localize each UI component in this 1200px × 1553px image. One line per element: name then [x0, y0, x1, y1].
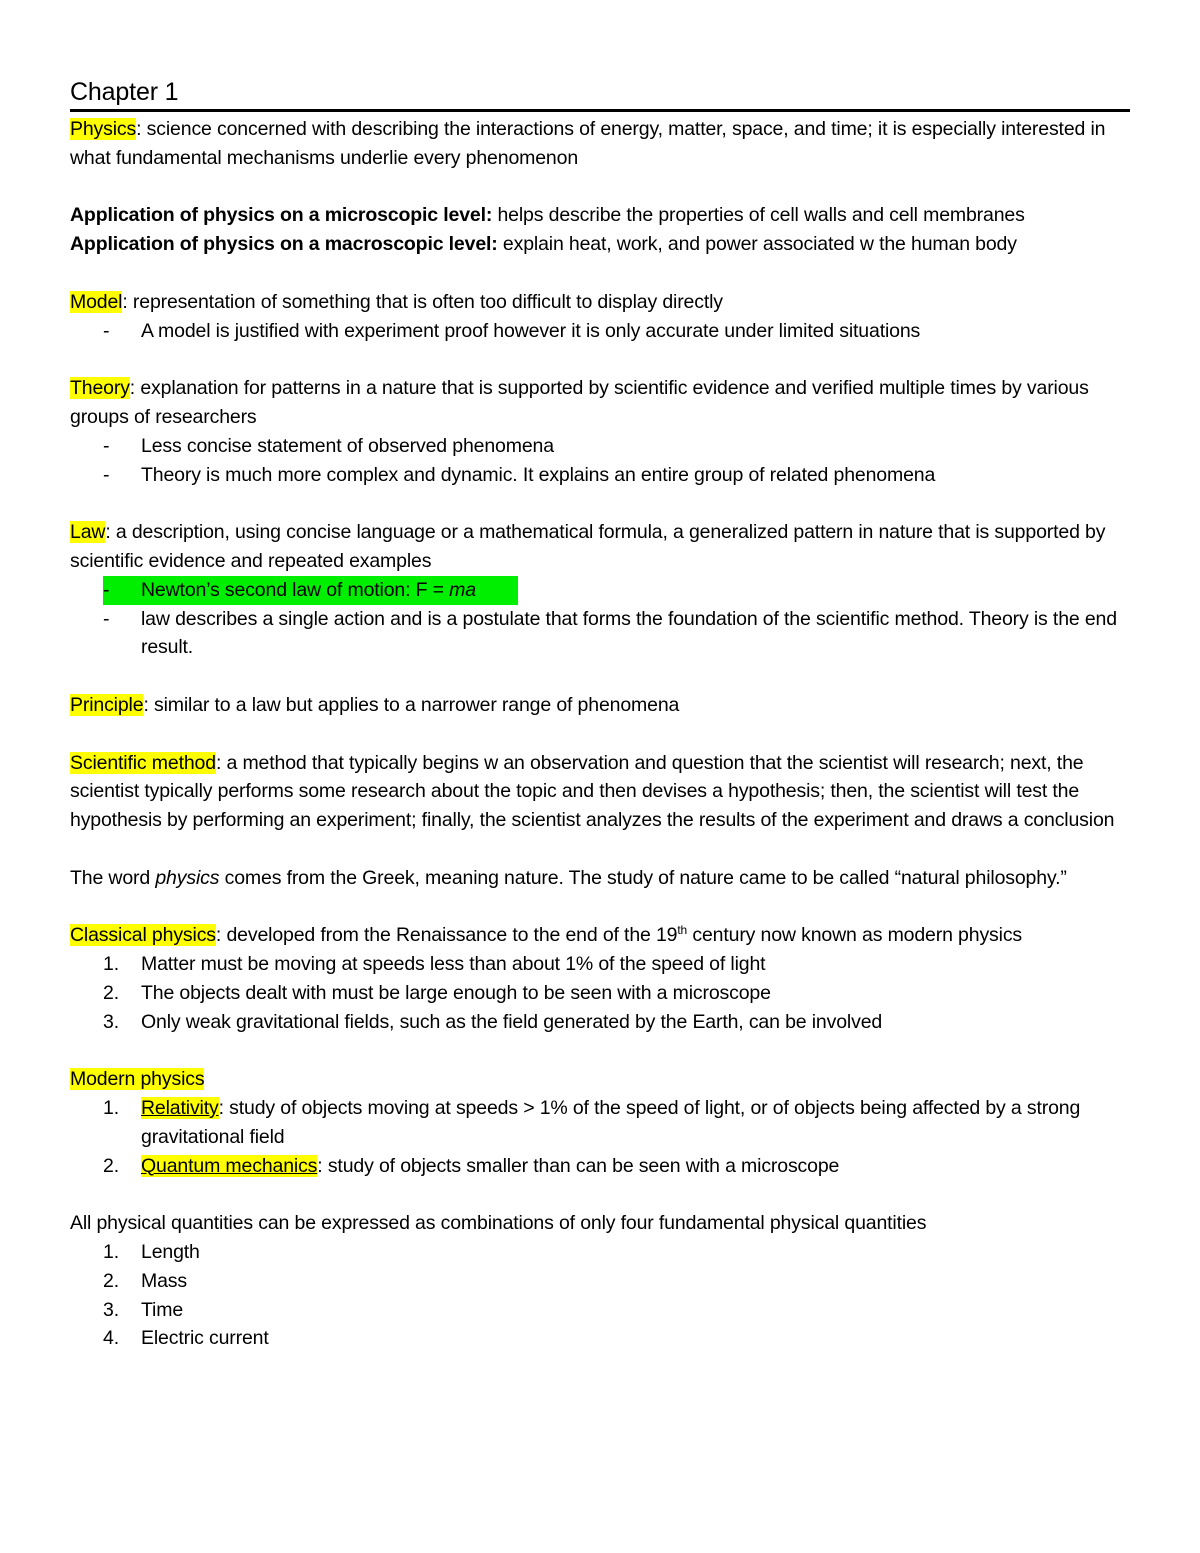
list-item [70, 979, 1130, 1008]
dash-marker: - [103, 576, 141, 605]
list-item-text: Matter must be moving at speeds less than about 1% of the speed of light [141, 953, 766, 976]
application-label: Application of physics on a macroscopic level: [70, 233, 498, 256]
dash-marker: - [103, 607, 110, 630]
list-item [70, 1267, 1130, 1296]
physics-term: Physics [70, 118, 137, 140]
quantum-mechanics-text: : study of objects smaller than can be seen with a microscope [317, 1154, 840, 1177]
model-paragraph [70, 288, 1130, 317]
number-marker: 1. [103, 953, 119, 976]
spacer [70, 893, 1130, 922]
theory-definition: : explanation for patterns in a nature that is supported by scientific evidence and verified multiple times by various groups of researchers [70, 377, 1089, 428]
principle-definition: : similar to a law but applies to a narrower range of phenomena [143, 693, 680, 716]
principle-paragraph [70, 691, 1130, 720]
application-text: explain heat, work, and power associated w the human body [497, 233, 1017, 256]
modern-physics-paragraph [70, 1065, 1130, 1094]
word-physics-post: comes from the Greek, meaning nature. The study of nature came to be called “natural philosophy.” [219, 866, 1067, 889]
word-physics-pre: The word [70, 866, 156, 889]
list-item-text: The objects dealt with must be large enough to be seen with a microscope [141, 981, 771, 1004]
law-paragraph [70, 518, 1130, 576]
number-marker: 4. [103, 1327, 119, 1350]
spacer [70, 259, 1130, 288]
law-term: Law [70, 521, 106, 544]
newton-law-formula: ma [449, 578, 476, 601]
theory-term: Theory [70, 377, 130, 400]
spacer [70, 1037, 1130, 1066]
list-item-text: law describes a single action and is a postulate that forms the foundation of the scientific method. Theory is the end result. [141, 607, 1117, 659]
relativity-term: Relativity [141, 1097, 219, 1120]
list-item [70, 1238, 1130, 1267]
classical-definition-sup: th [677, 923, 688, 938]
dash-marker: - [103, 319, 110, 342]
list-item-text: Electric current [141, 1327, 269, 1350]
physics-paragraph [70, 115, 1130, 173]
list-item [70, 605, 1130, 663]
newton-law-label: Newton’s second law of motion: F = [141, 578, 450, 601]
spacer [70, 345, 1130, 374]
dash-marker: - [103, 434, 110, 457]
application-macroscopic [70, 230, 1130, 259]
list-item [70, 1008, 1130, 1037]
spacer [70, 835, 1130, 864]
newton-law-text [141, 576, 518, 605]
application-microscopic [70, 201, 1130, 230]
list-item [70, 461, 1130, 490]
list-item-text: Length [141, 1241, 200, 1264]
list-item-text: Only weak gravitational fields, such as the field generated by the Earth, can be involved [141, 1010, 883, 1033]
document-content [70, 76, 1130, 1353]
physics-definition: : science concerned with describing the interactions of energy, matter, space, and time; it is especially interested in what fundamental mechanisms underlie every phenomenon [70, 118, 1106, 169]
number-marker: 1. [103, 1097, 119, 1120]
classical-physics-paragraph [70, 921, 1130, 950]
application-label: Application of physics on a microscopic level: [70, 204, 493, 227]
list-item [70, 432, 1130, 461]
model-term: Model [70, 290, 123, 313]
number-marker: 1. [103, 1241, 119, 1264]
list-item [70, 1324, 1130, 1353]
relativity-text: : study of objects moving at speeds > 1% of the speed of light, or of objects being affected by a strong gravitational field [141, 1097, 1081, 1148]
spacer [70, 489, 1130, 518]
list-item [70, 1152, 1130, 1181]
classical-physics-term: Classical physics [70, 924, 216, 947]
classical-definition-post: century now known as modern physics [687, 924, 1023, 947]
scientific-method-term: Scientific method [70, 751, 216, 774]
number-marker: 2. [103, 981, 119, 1004]
page-title: Chapter 1 [70, 76, 1130, 112]
theory-paragraph [70, 374, 1130, 432]
newton-list-item [70, 576, 589, 605]
spacer [70, 173, 1130, 202]
word-physics-paragraph [70, 864, 1130, 893]
list-item-text: Time [141, 1298, 184, 1321]
number-marker: 3. [103, 1298, 119, 1321]
application-text: helps describe the properties of cell walls and cell membranes [492, 204, 1025, 227]
spacer [70, 1180, 1130, 1209]
spacer [70, 662, 1130, 691]
list-item-text: A model is justified with experiment proof however it is only accurate under limited situations [141, 319, 921, 342]
spacer [70, 720, 1130, 749]
number-marker: 3. [103, 1010, 119, 1033]
number-marker: 2. [103, 1154, 119, 1177]
principle-term: Principle [70, 693, 144, 716]
classical-definition-pre: : developed from the Renaissance to the end of the 19 [215, 924, 678, 947]
list-item-text: Theory is much more complex and dynamic. It explains an entire group of related phenomena [141, 463, 936, 486]
scientific-method-definition: : a method that typically begins w an observation and question that the scientist will research; next, the scientist typically performs some research about the topic and then devises a hypothesis; then, the scientist will test the hypothesis by performing an experiment; finally, the scientist analyzes the results of the experiment and draws a conclusion [70, 751, 1115, 832]
list-item [70, 1094, 1130, 1152]
modern-physics-term: Modern physics [70, 1068, 205, 1091]
list-item-text: Less concise statement of observed phenomena [141, 434, 554, 457]
dash-marker: - [103, 463, 110, 486]
law-definition: : a description, using concise language or a mathematical formula, a generalized pattern in nature that is supported by scientific evidence and repeated examples [70, 521, 1106, 572]
word-physics-italic: physics [155, 866, 220, 889]
number-marker: 2. [103, 1269, 119, 1292]
list-item [70, 950, 1130, 979]
fundamental-intro: All physical quantities can be expressed as combinations of only four fundamental physical quantities [70, 1212, 927, 1235]
model-definition: : representation of something that is often too difficult to display directly [122, 290, 723, 313]
list-item [70, 1296, 1130, 1325]
list-item-text: Mass [141, 1269, 187, 1292]
scientific-method-paragraph [70, 749, 1130, 835]
list-item [70, 317, 1130, 346]
quantum-mechanics-term: Quantum mechanics [141, 1154, 318, 1177]
